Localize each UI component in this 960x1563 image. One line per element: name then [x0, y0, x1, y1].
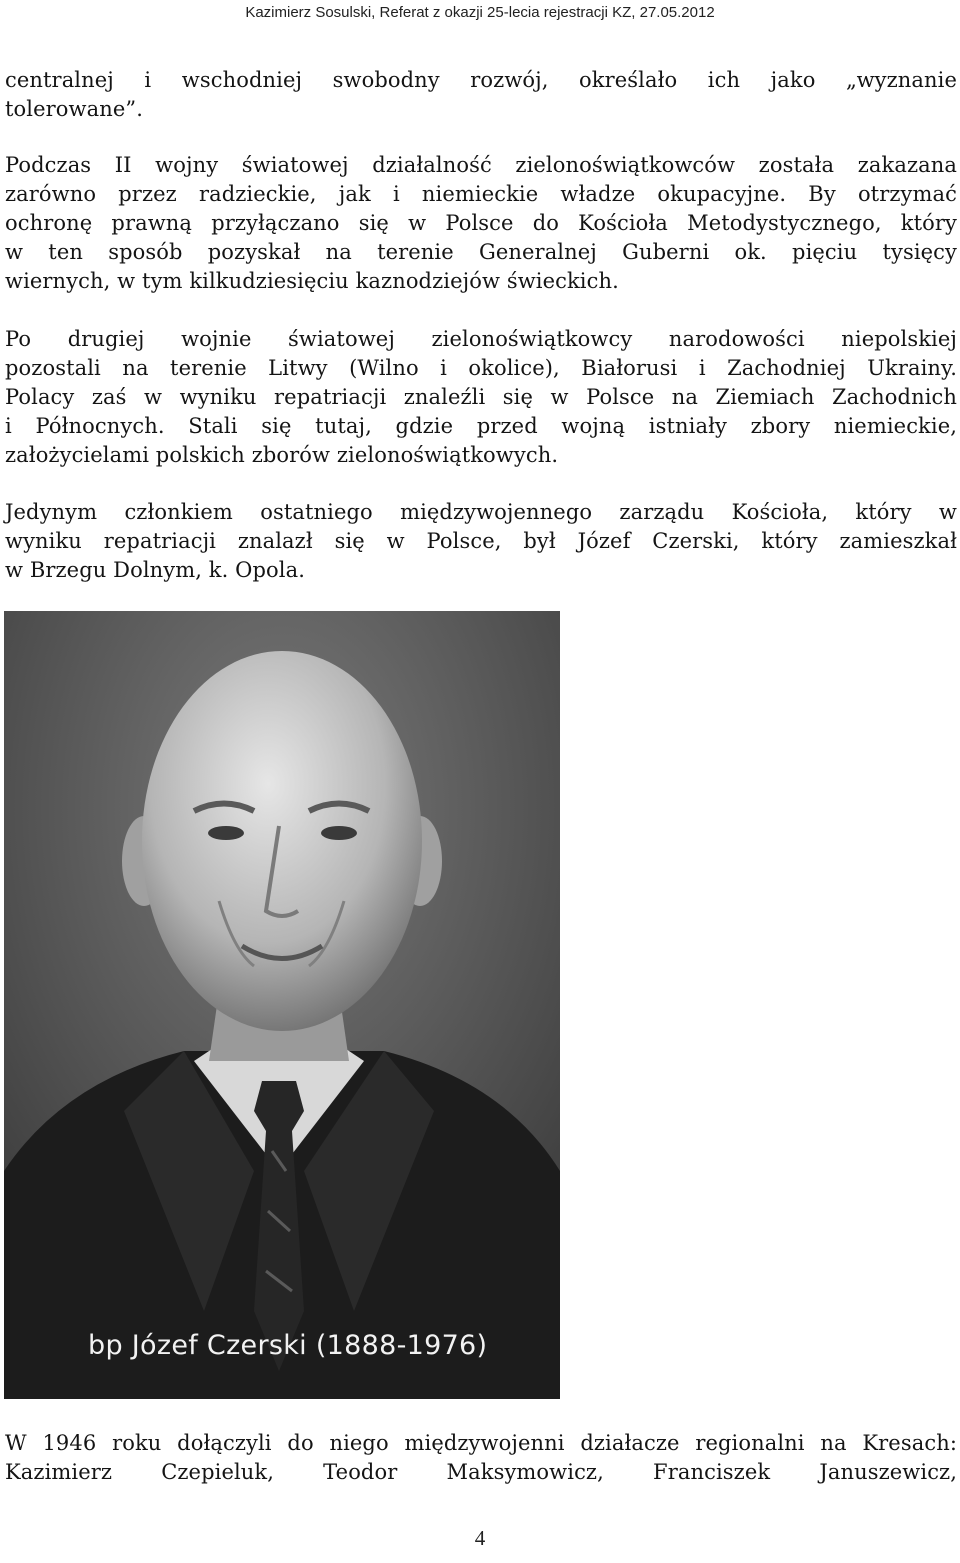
paragraph-1 [5, 66, 957, 124]
page-number: 4 [474, 1526, 486, 1550]
paragraph-5 [5, 1429, 957, 1487]
text-line: wyniku repatriacji znalazł się w Polsce, był Józef Czerski, który zamieszkał [5, 529, 957, 553]
text-line: W 1946 roku dołączyli do niego międzywojenni działacze regionalni na Kresach: [5, 1431, 957, 1455]
text-line: Podczas II wojny światowej działalność zielonoświątkowców została zakazana [5, 153, 957, 177]
text-line: w Brzegu Dolnym, k. Opola. [5, 558, 305, 582]
text-line: Polacy zaś w wyniku repatriacji znaleźli się w Polsce na Ziemiach Zachodnich [5, 385, 957, 409]
text-line: pozostali na terenie Litwy (Wilno i okolice), Białorusi i Zachodniej Ukrainy. [5, 356, 957, 380]
text-line: ochronę prawną przyłączano się w Polsce do Kościoła Metodystycznego, który [5, 211, 957, 235]
paragraph-2 [5, 151, 957, 296]
text-line: tolerowane”. [5, 97, 143, 121]
text-line: Po drugiej wojnie światowej zielonoświątkowcy narodowości niepolskiej [5, 327, 957, 351]
text-line: w ten sposób pozyskał na terenie Generalnej Guberni ok. pięciu tysięcy [5, 240, 957, 264]
portrait-illustration [4, 611, 560, 1399]
text-line: założycielami polskich zborów zielonoświątkowych. [5, 443, 559, 467]
text-line: centralnej i wschodniej swobodny rozwój, określało ich jako „wyznanie [5, 68, 957, 92]
text-line: Kazimierz Czepieluk, Teodor Maksymowicz, Franciszek Januszewicz, [5, 1460, 957, 1484]
paragraph-4 [5, 498, 957, 585]
page-header: Kazimierz Sosulski, Referat z okazji 25-lecia rejestracji KZ, 27.05.2012 [245, 4, 715, 21]
text-line: Jedynym członkiem ostatniego międzywojennego zarządu Kościoła, który w [5, 500, 957, 524]
text-line: zarówno przez radzieckie, jak i niemieckie władze okupacyjne. By otrzymać [5, 182, 957, 206]
portrait-photo [4, 611, 560, 1399]
text-line: wiernych, w tym kilkudziesięciu kaznodziejów świeckich. [5, 269, 619, 293]
photo-caption: bp Józef Czerski (1888-1976) [88, 1330, 488, 1361]
text-line: i Północnych. Stali się tutaj, gdzie przed wojną istniały zbory niemieckie, [5, 414, 957, 438]
paragraph-3 [5, 325, 957, 470]
